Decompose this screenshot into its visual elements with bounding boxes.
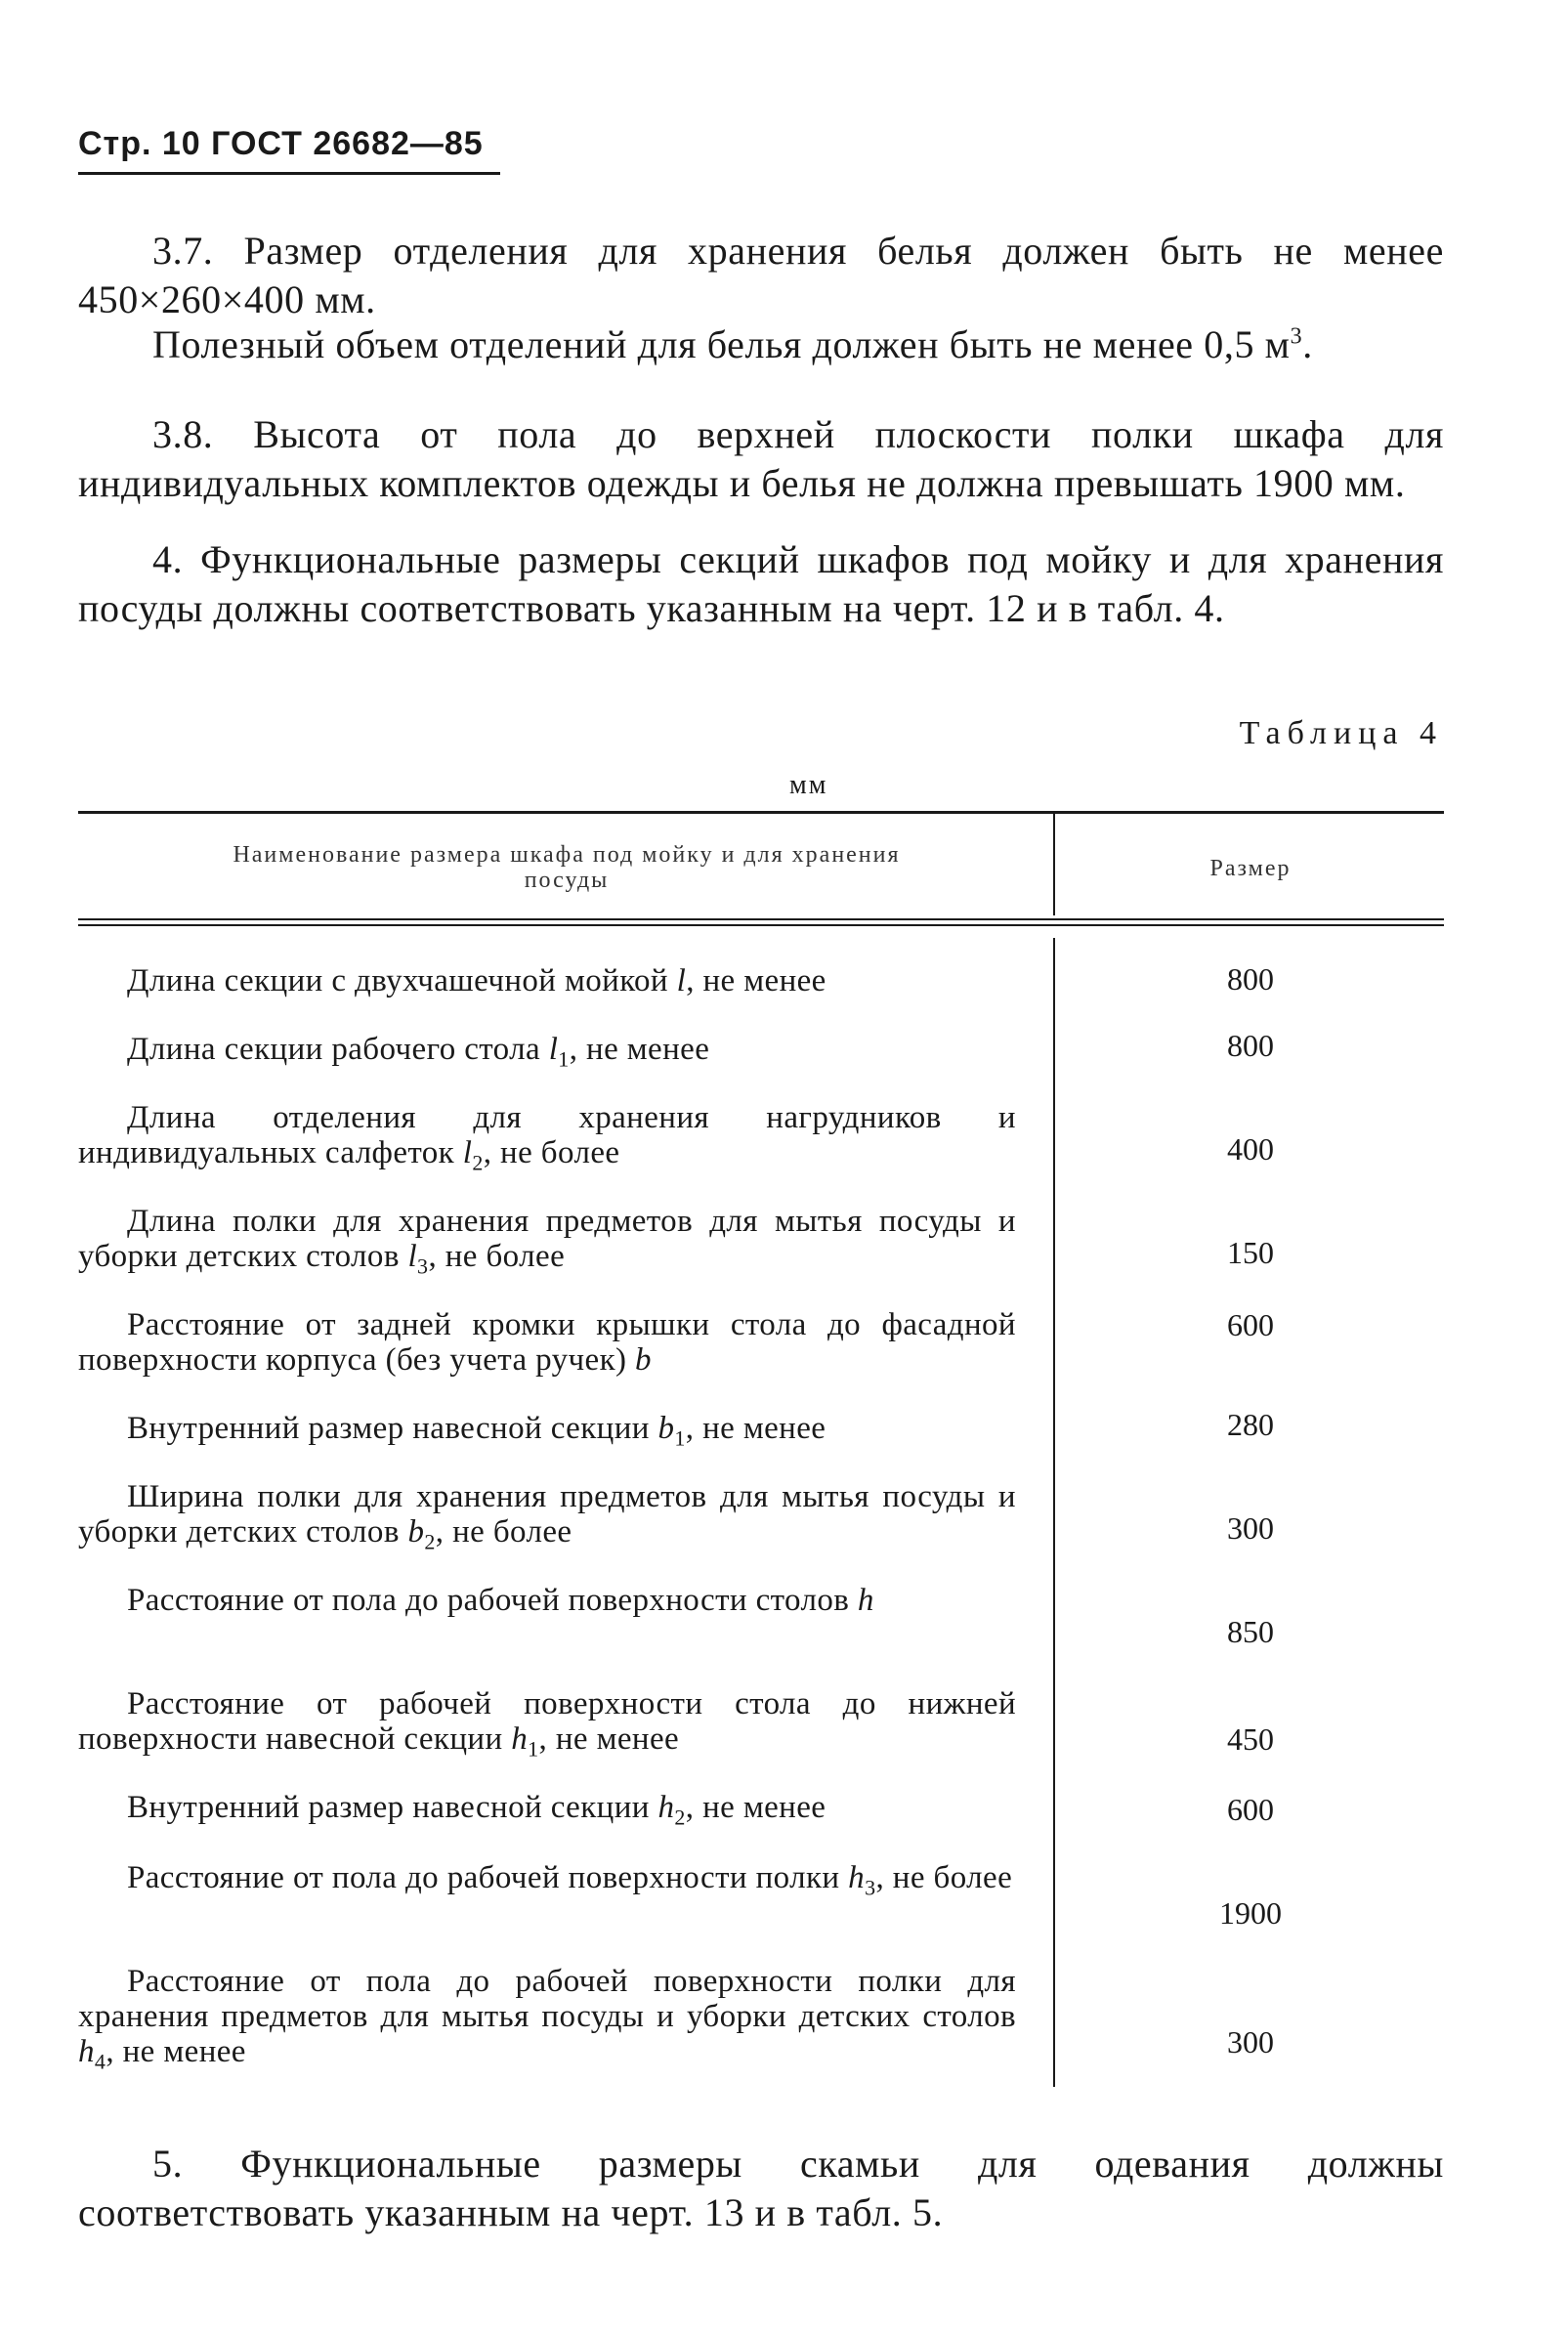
table-row-name: Расстояние от пола до рабочей поверхности столов h [127,1583,874,1618]
table-row-value: 300 [1227,1510,1274,1546]
table-row-name: Длина секции с двухчашечной мойкой l, не менее [127,963,826,998]
paragraph-3-7-volume: Полезный объем отделений для белья должен быть не менее 0,5 $м^3$. [152,322,1313,366]
column-header-name: Наименование размера шкафа под мойку и для хранения посуды [233,842,901,893]
standard-number: ГОСТ 26682—85 [211,125,484,162]
table-row-name: Расстояние от задней кромки крышки стола до фасадной поверхности корпуса (без учета ручек) b [78,1307,1016,1378]
table-row-name: Внутренний размер навесной секции $h_2$, не менее [127,1790,826,1830]
table-row-value: 800 [1227,1028,1274,1063]
table-row-value: 850 [1227,1614,1274,1649]
table-row-name: Расстояние от пола до рабочей поверхности полки $h_3$, не более [127,1860,1013,1900]
table-row-value: 450 [1227,1721,1274,1757]
table-header-rule [78,918,1444,920]
page-number: Стр. 10 [78,125,201,162]
table-units: мм [789,770,828,800]
column-header-value: Размер [1209,856,1292,881]
table-row-value: 300 [1227,2024,1274,2060]
table-row-name: Ширина полки для хранения предметов для мытья посуды и уборки детских столов $b_2$, не более [78,1479,1016,1554]
paragraph-4: 4. Функциональные размеры секций шкафов под мойку и для хранения посуды должны соответствовать указанным на черт. 12 и в табл. 4. [78,537,1444,630]
paragraph-3-7: 3.7. Размер отделения для хранения белья должен быть не менее 450×260×400 мм. [78,229,1444,321]
table-row-value: 600 [1227,1307,1274,1342]
table-row-name: Длина отделения для хранения нагрудников и индивидуальных салфеток $l_2$, не более [78,1100,1016,1175]
table-body-divider [1053,938,1055,2087]
table-row-value: 600 [1227,1792,1274,1827]
header-rule [78,172,500,175]
table-row-name: Расстояние от пола до рабочей поверхности полки для хранения предметов для мытья посуды и уборки детских столов $h_4$, не менее [78,1964,1016,2074]
table-row-value: 1900 [1219,1895,1282,1931]
table-top-rule [78,811,1444,814]
paragraph-3-8: 3.8. Высота от пола до верхней плоскости полки шкафа для индивидуальных комплектов одежды и белья не должна превышать 1900 мм. [78,412,1444,505]
table-row-value: 400 [1227,1131,1274,1167]
table-row-name: Расстояние от рабочей поверхности стола до нижней поверхности навесной секции $h_1$, не менее [78,1686,1016,1762]
table-row-name: Внутренний размер навесной секции $b_1$, не менее [127,1411,826,1451]
page-header [78,125,484,163]
table-caption: Таблица 4 [1239,715,1443,751]
table-header-divider [1053,814,1055,915]
table-header-rule-double [78,924,1444,926]
table-row-name: Длина полки для хранения предметов для мытья посуды и уборки детских столов $l_3$, не более [78,1204,1016,1279]
table-row-value: 150 [1227,1235,1274,1270]
paragraph-5: 5. Функциональные размеры скамьи для одевания должны соответствовать указанным на черт. 13 и в табл. 5. [78,2142,1444,2234]
table-row-value: 280 [1227,1407,1274,1442]
table-row-value: 800 [1227,961,1274,997]
table-row-name: Длина секции рабочего стола $l_1$, не менее [127,1032,710,1072]
